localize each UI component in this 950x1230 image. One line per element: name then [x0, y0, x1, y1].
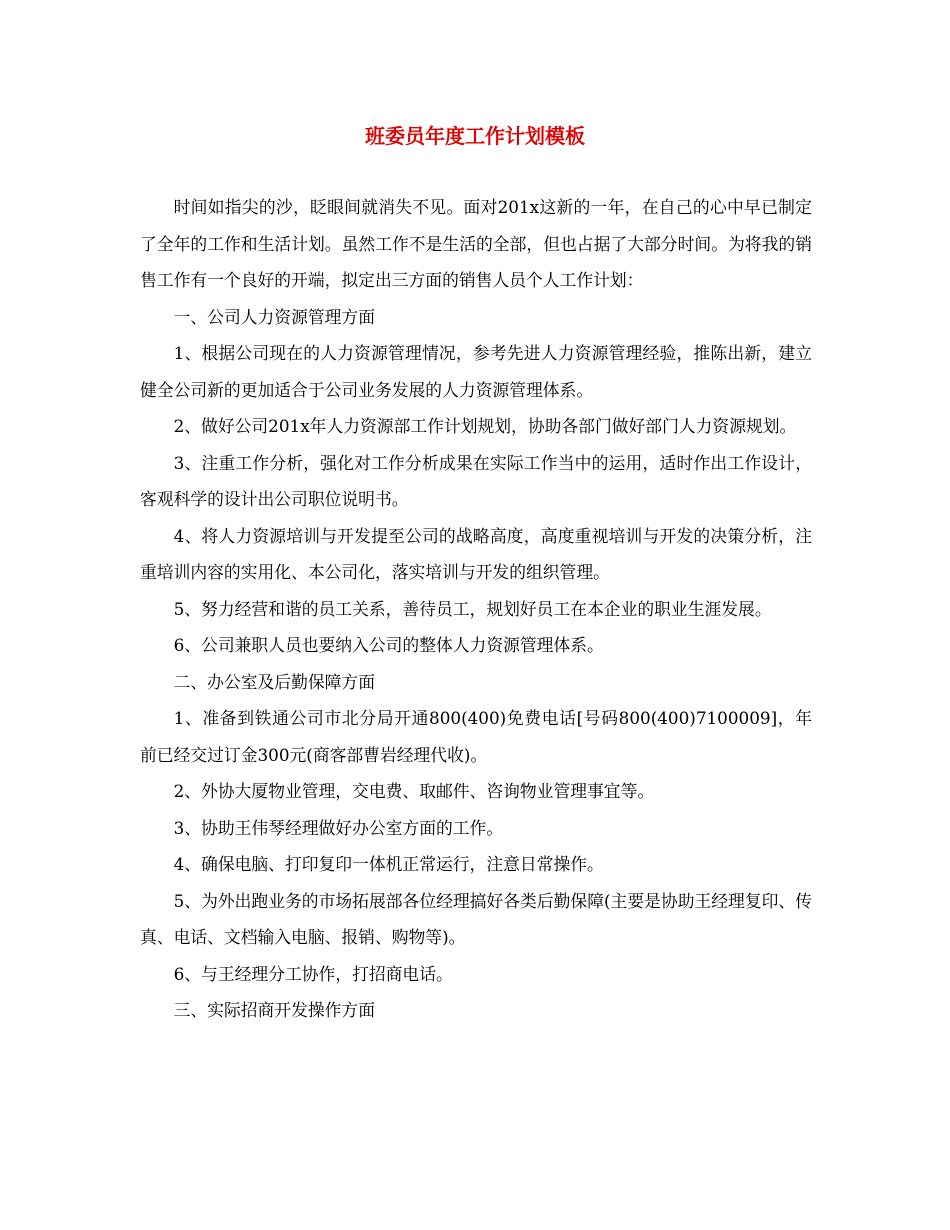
list-item: 5、为外出跑业务的市场拓展部各位经理搞好各类后勤保障(主要是协助王经理复印、传真、电话、文档输入电脑、报销、购物等)。 [140, 890, 812, 947]
list-item: 1、根据公司现在的人力资源管理情况，参考先进人力资源管理经验，推陈出新，建立健全公司新的更加适合于公司业务发展的人力资源管理体系。 [140, 343, 812, 400]
list-item: 2、做好公司201x年人力资源部工作计划规划，协助各部门做好部门人力资源规划。 [173, 416, 797, 436]
document-body [140, 189, 812, 1029]
list-item: 6、与王经理分工协作，打招商电话。 [173, 963, 453, 984]
section-heading-office: 二、办公室及后勤保障方面 [173, 671, 375, 692]
list-item: 1、准备到铁通公司市北分局开通800(400)免费电话[号码800(400)7100009]，年前已经交过订金300元(商客部曹岩经理代收)。 [140, 708, 812, 765]
list-item: 4、确保电脑、打印复印一体机正常运行，注意日常操作。 [173, 854, 604, 874]
list-item: 2、外协大厦物业管理，交电费、取邮件、咨询物业管理事宜等。 [173, 781, 655, 801]
list-item: 5、努力经营和谐的员工关系，善待员工，规划好员工在本企业的职业生涯发展。 [173, 598, 772, 619]
section-heading-investment: 三、实际招商开发操作方面 [173, 1000, 375, 1020]
list-item: 3、协助王伟琴经理做好办公室方面的工作。 [173, 817, 504, 838]
list-item: 4、将人力资源培训与开发提至公司的战略高度，高度重视培训与开发的决策分析，注重培训内容的实用化、本公司化，落实培训与开发的组织管理。 [140, 525, 812, 582]
section-heading-hr: 一、公司人力资源管理方面 [173, 306, 375, 327]
paragraph-intro: 时间如指尖的沙，眨眼间就消失不见。面对201x这新的一年，在自己的心中早已制定了全年的工作和生活计划。虽然工作不是生活的全部，但也占据了大部分时间。为将我的销售工作有一个良好的开端，拟定出三方面的销售人员个人工作计划： [140, 197, 812, 290]
list-item: 3、注重工作分析，强化对工作分析成果在实际工作当中的运用，适时作出工作设计，客观科学的设计出公司职位说明书。 [140, 452, 812, 509]
list-item: 6、公司兼职人员也要纳入公司的整体人力资源管理体系。 [173, 635, 604, 655]
document-title: 班委员年度工作计划模板 [365, 124, 585, 148]
